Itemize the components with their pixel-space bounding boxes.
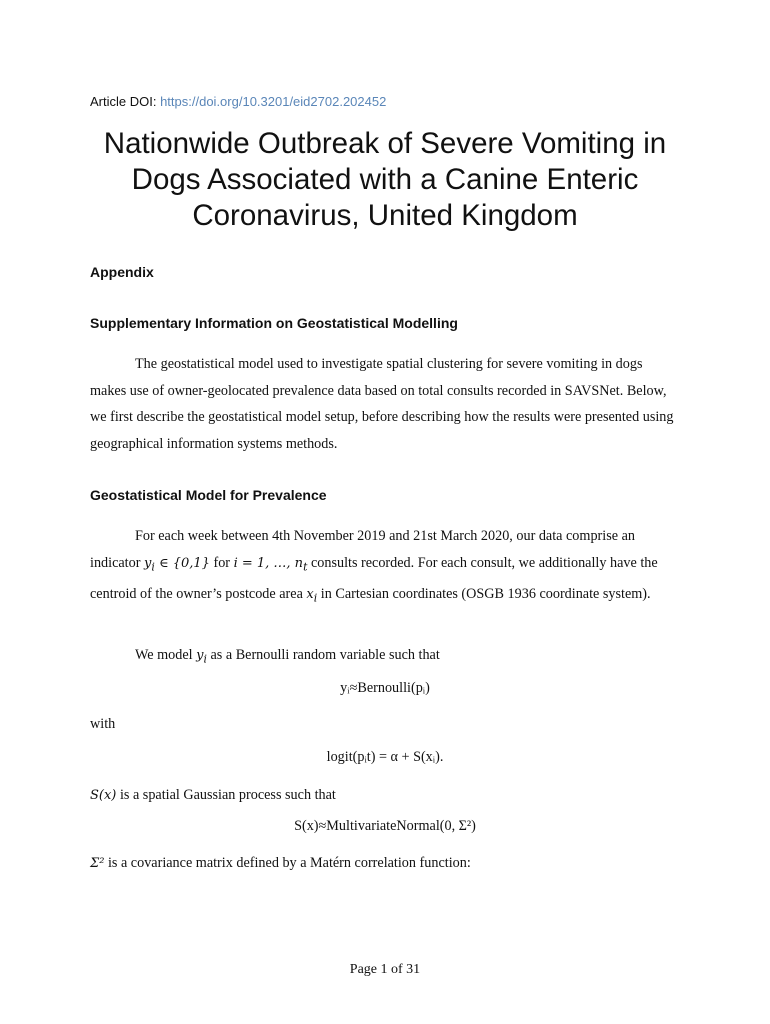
gaussian-line: S(x) is a spatial Gaussian process such that [90, 787, 336, 803]
bernoulli-intro: We model $y_i$ as a Bernoulli random variable such that [135, 647, 440, 666]
math-index: i = 1, …, $n_t$ [233, 555, 308, 574]
intro-paragraph: The geostatistical model used to investigate spatial clustering for severe vomiting in dogs makes use of owner-geolocated prevalence data based on total consults recorded in SAVSNet. Below, we first describe the geostatistical model setup, before describing how the results were presented using geographical information systems methods. [90, 356, 674, 452]
appendix-heading: Appendix [90, 264, 154, 280]
section-heading-model: Geostatistical Model for Prevalence [90, 487, 327, 503]
model-text-a: For each week between 4th November 2019 and 21st March 2020, our data comprise an indicator [90, 528, 635, 571]
model-text-c: consults recorded. For each consult, we additionally have the centroid of the owner’s postcode area [90, 554, 658, 602]
paper-title [60, 126, 710, 234]
title-line-1: Nationwide Outbreak of Severe Vomiting in [103, 127, 667, 160]
math-y: $y_i$ [143, 555, 155, 574]
model-text-b: for [209, 554, 234, 571]
section-heading-geostatistical: Supplementary Information on Geostatistical Modelling [90, 315, 458, 331]
math-x: $x_i$ [306, 586, 318, 605]
model-text-d: in Cartesian coordinates (OSGB 1936 coordinate system). [317, 585, 651, 602]
doi-link[interactable]: https://doi.org/10.3201/eid2702.202452 [160, 94, 387, 109]
title-line-3: Coronavirus, United Kingdom [192, 199, 578, 232]
equation-logit: logit(pᵢt) = α + S(xᵢ). [326, 749, 444, 765]
equation-mvn: S(x)≈MultivariateNormal(0, Σ²) [294, 818, 476, 834]
page-number: Page 1 of 31 [349, 962, 421, 977]
with-text: with [90, 716, 116, 732]
model-paragraph [90, 523, 680, 612]
doi-label: Article DOI: [90, 94, 161, 109]
doi-line [90, 94, 386, 109]
equation-bernoulli: yᵢ≈Bernoulli(pᵢ) [340, 680, 430, 696]
math-set: ∈ {0,1} [154, 555, 210, 571]
math-y2: $y_i$ [196, 648, 207, 666]
matern-line: Σ² is a covariance matrix defined by a Matérn correlation function: [90, 855, 471, 871]
title-line-2: Dogs Associated with a Canine Enteric [131, 163, 639, 196]
